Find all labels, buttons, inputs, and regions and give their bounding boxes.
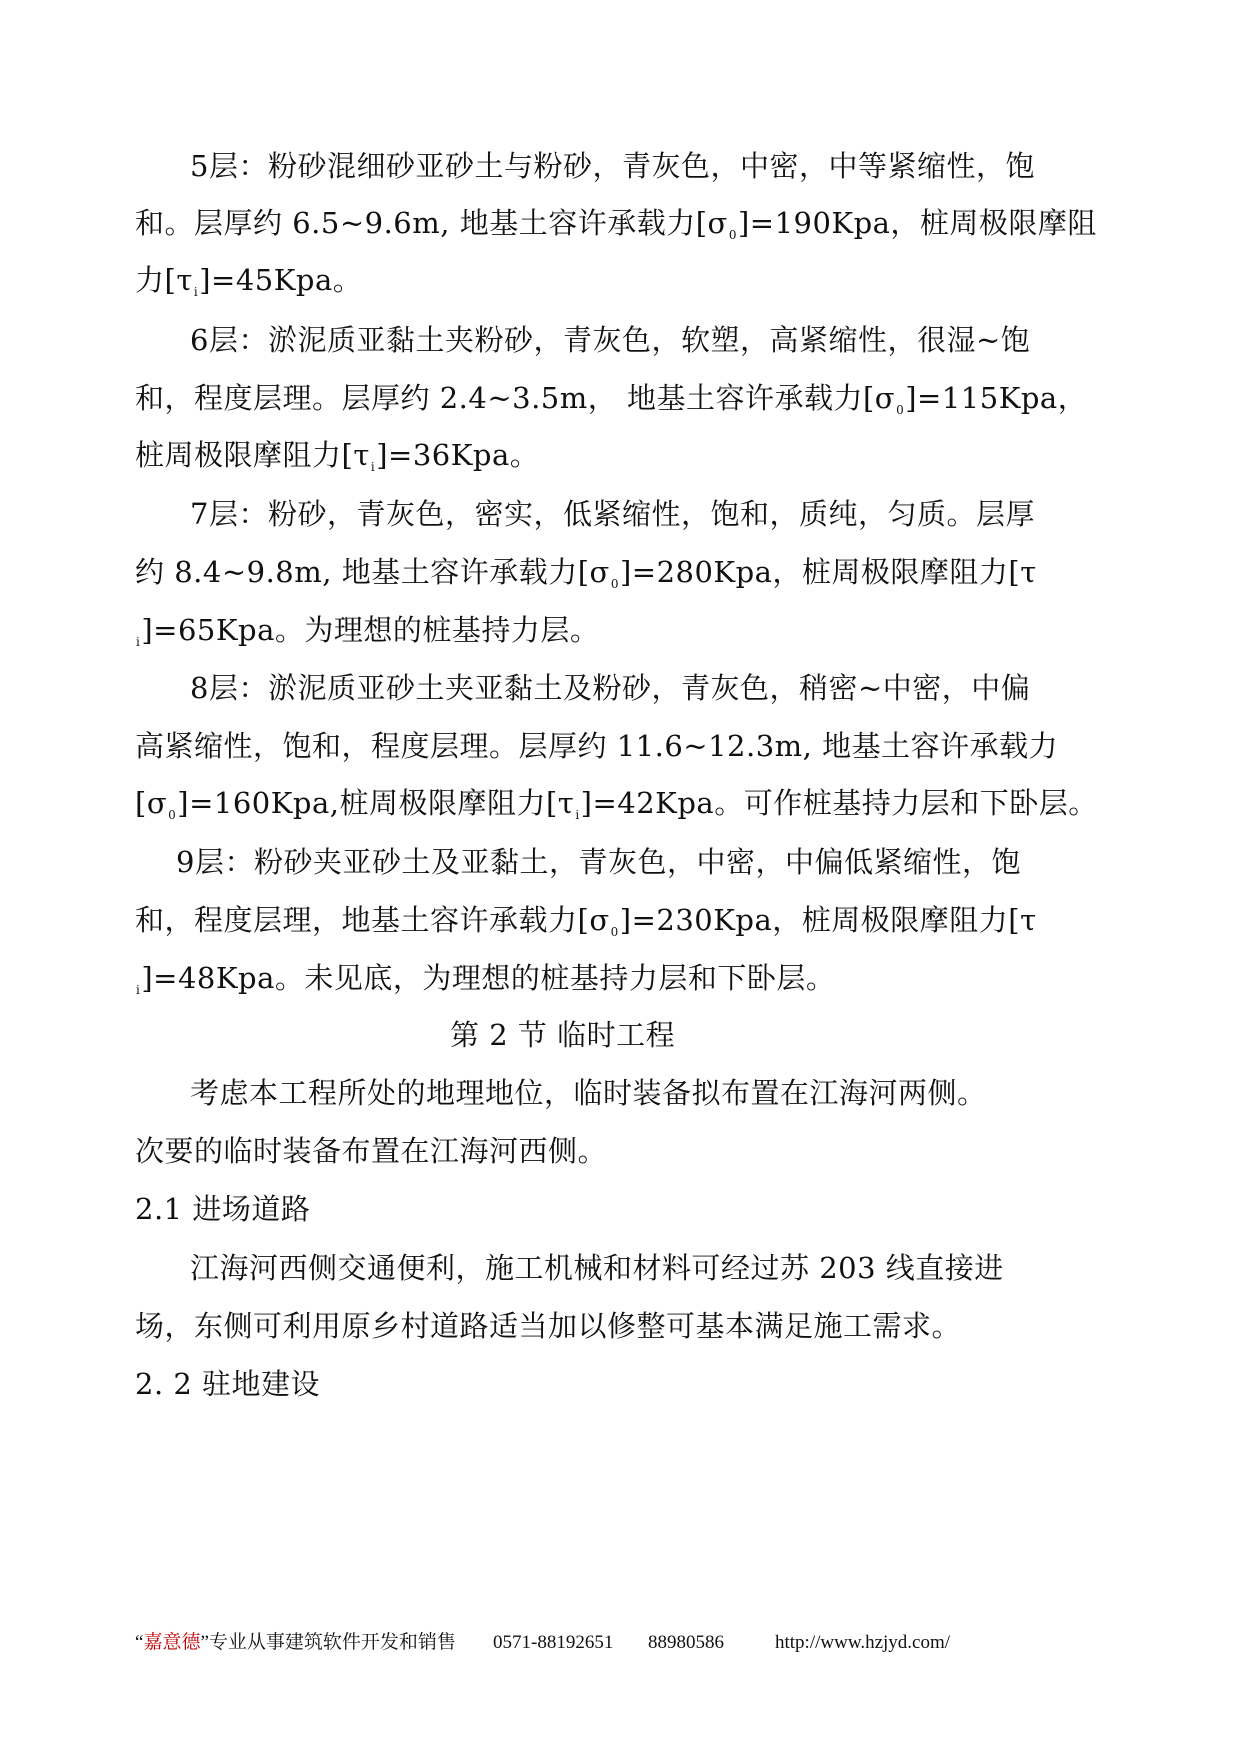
subsection-heading-2-2: 2. 2 驻地建设: [135, 1367, 321, 1401]
section-heading: 第 2 节 临时工程: [450, 1018, 676, 1052]
layer9-line2: 和，程度层理，地基土容许承载力$[\sigma_0]=230Kpa$，桩周极限摩阻力[τ: [135, 903, 1037, 939]
section2-para-line2: 次要的临时装备布置在江海河西侧。: [135, 1134, 608, 1168]
layer7-line2: 约 8.4~9.8m, 地基土容许承载力$[\sigma_0]=280Kpa$，桩周极限摩阻力[τ: [135, 555, 1037, 591]
layer5-line3: 力$[\tau_i]=45Kpa$。: [135, 263, 363, 299]
layer9-line3: $_i$]=48Kpa。未见底，为理想的桩基持力层和下卧层。: [136, 961, 836, 997]
layer7-line1: 7层：粉砂，青灰色，密实，低紧缩性，饱和，质纯，匀质。层厚: [190, 497, 1035, 531]
subsection-2-1-line1: 江海河西侧交通便利，施工机械和材料可经过苏 203 线直接进: [190, 1251, 1004, 1285]
layer5-line2: 和。层厚约 6.5~9.6m, 地基土容许承载力$[\sigma_0]=190Kpa$，桩周极限摩阻: [135, 206, 1097, 242]
layer5-line1: 5层：粉砂混细砂亚砂土与粉砂，青灰色，中密，中等紧缩性，饱: [190, 149, 1035, 183]
layer8-line3: $[\sigma_0]=160Kpa$,桩周极限摩阻力$[\tau_i]=42Kpa$。可作桩基持力层和下卧层。: [135, 786, 1098, 822]
brand-name: 嘉意德: [143, 1632, 201, 1653]
layer8-line2: 高紧缩性，饱和，程度层理。层厚约 11.6~12.3m, 地基土容许承载力: [135, 729, 1059, 763]
footer-website-link[interactable]: http://www.hzjyd.com/: [775, 1632, 951, 1653]
layer7-line3: $_i$]=65Kpa。为理想的桩基持力层。: [136, 613, 600, 649]
footer-phone-2: 88980586: [648, 1632, 724, 1653]
footer-slogan: 专业从事建筑软件开发和销售: [208, 1632, 456, 1653]
subsection-2-1-line2: 场，东侧可利用原乡村道路适当加以修整可基本满足施工需求。: [135, 1309, 962, 1343]
layer9-line1: 9层：粉砂夹亚砂土及亚黏土，青灰色，中密，中偏低紧缩性，饱: [176, 845, 1021, 879]
footer-brand-line: “嘉意德”专业从事建筑软件开发和销售: [135, 1632, 456, 1653]
footer-phone-1: 0571-88192651: [493, 1632, 614, 1653]
subsection-heading-2-1: 2.1 进场道路: [135, 1192, 311, 1226]
layer6-line3: 桩周极限摩阻力$[\tau_i]=36Kpa$。: [135, 438, 540, 474]
layer6-line1: 6层：淤泥质亚黏土夹粉砂，青灰色，软塑，高紧缩性，很湿~饱: [190, 323, 1031, 357]
section2-para-line1: 考虑本工程所处的地理地位，临时装备拟布置在江海河两侧。: [190, 1076, 987, 1110]
layer6-line2: 和，程度层理。层厚约 2.4~3.5m， 地基土容许承载力$[\sigma_0]=115Kpa$，: [135, 381, 1088, 417]
layer8-line1: 8层：淤泥质亚砂土夹亚黏土及粉砂，青灰色，稍密~中密，中偏: [190, 671, 1031, 705]
